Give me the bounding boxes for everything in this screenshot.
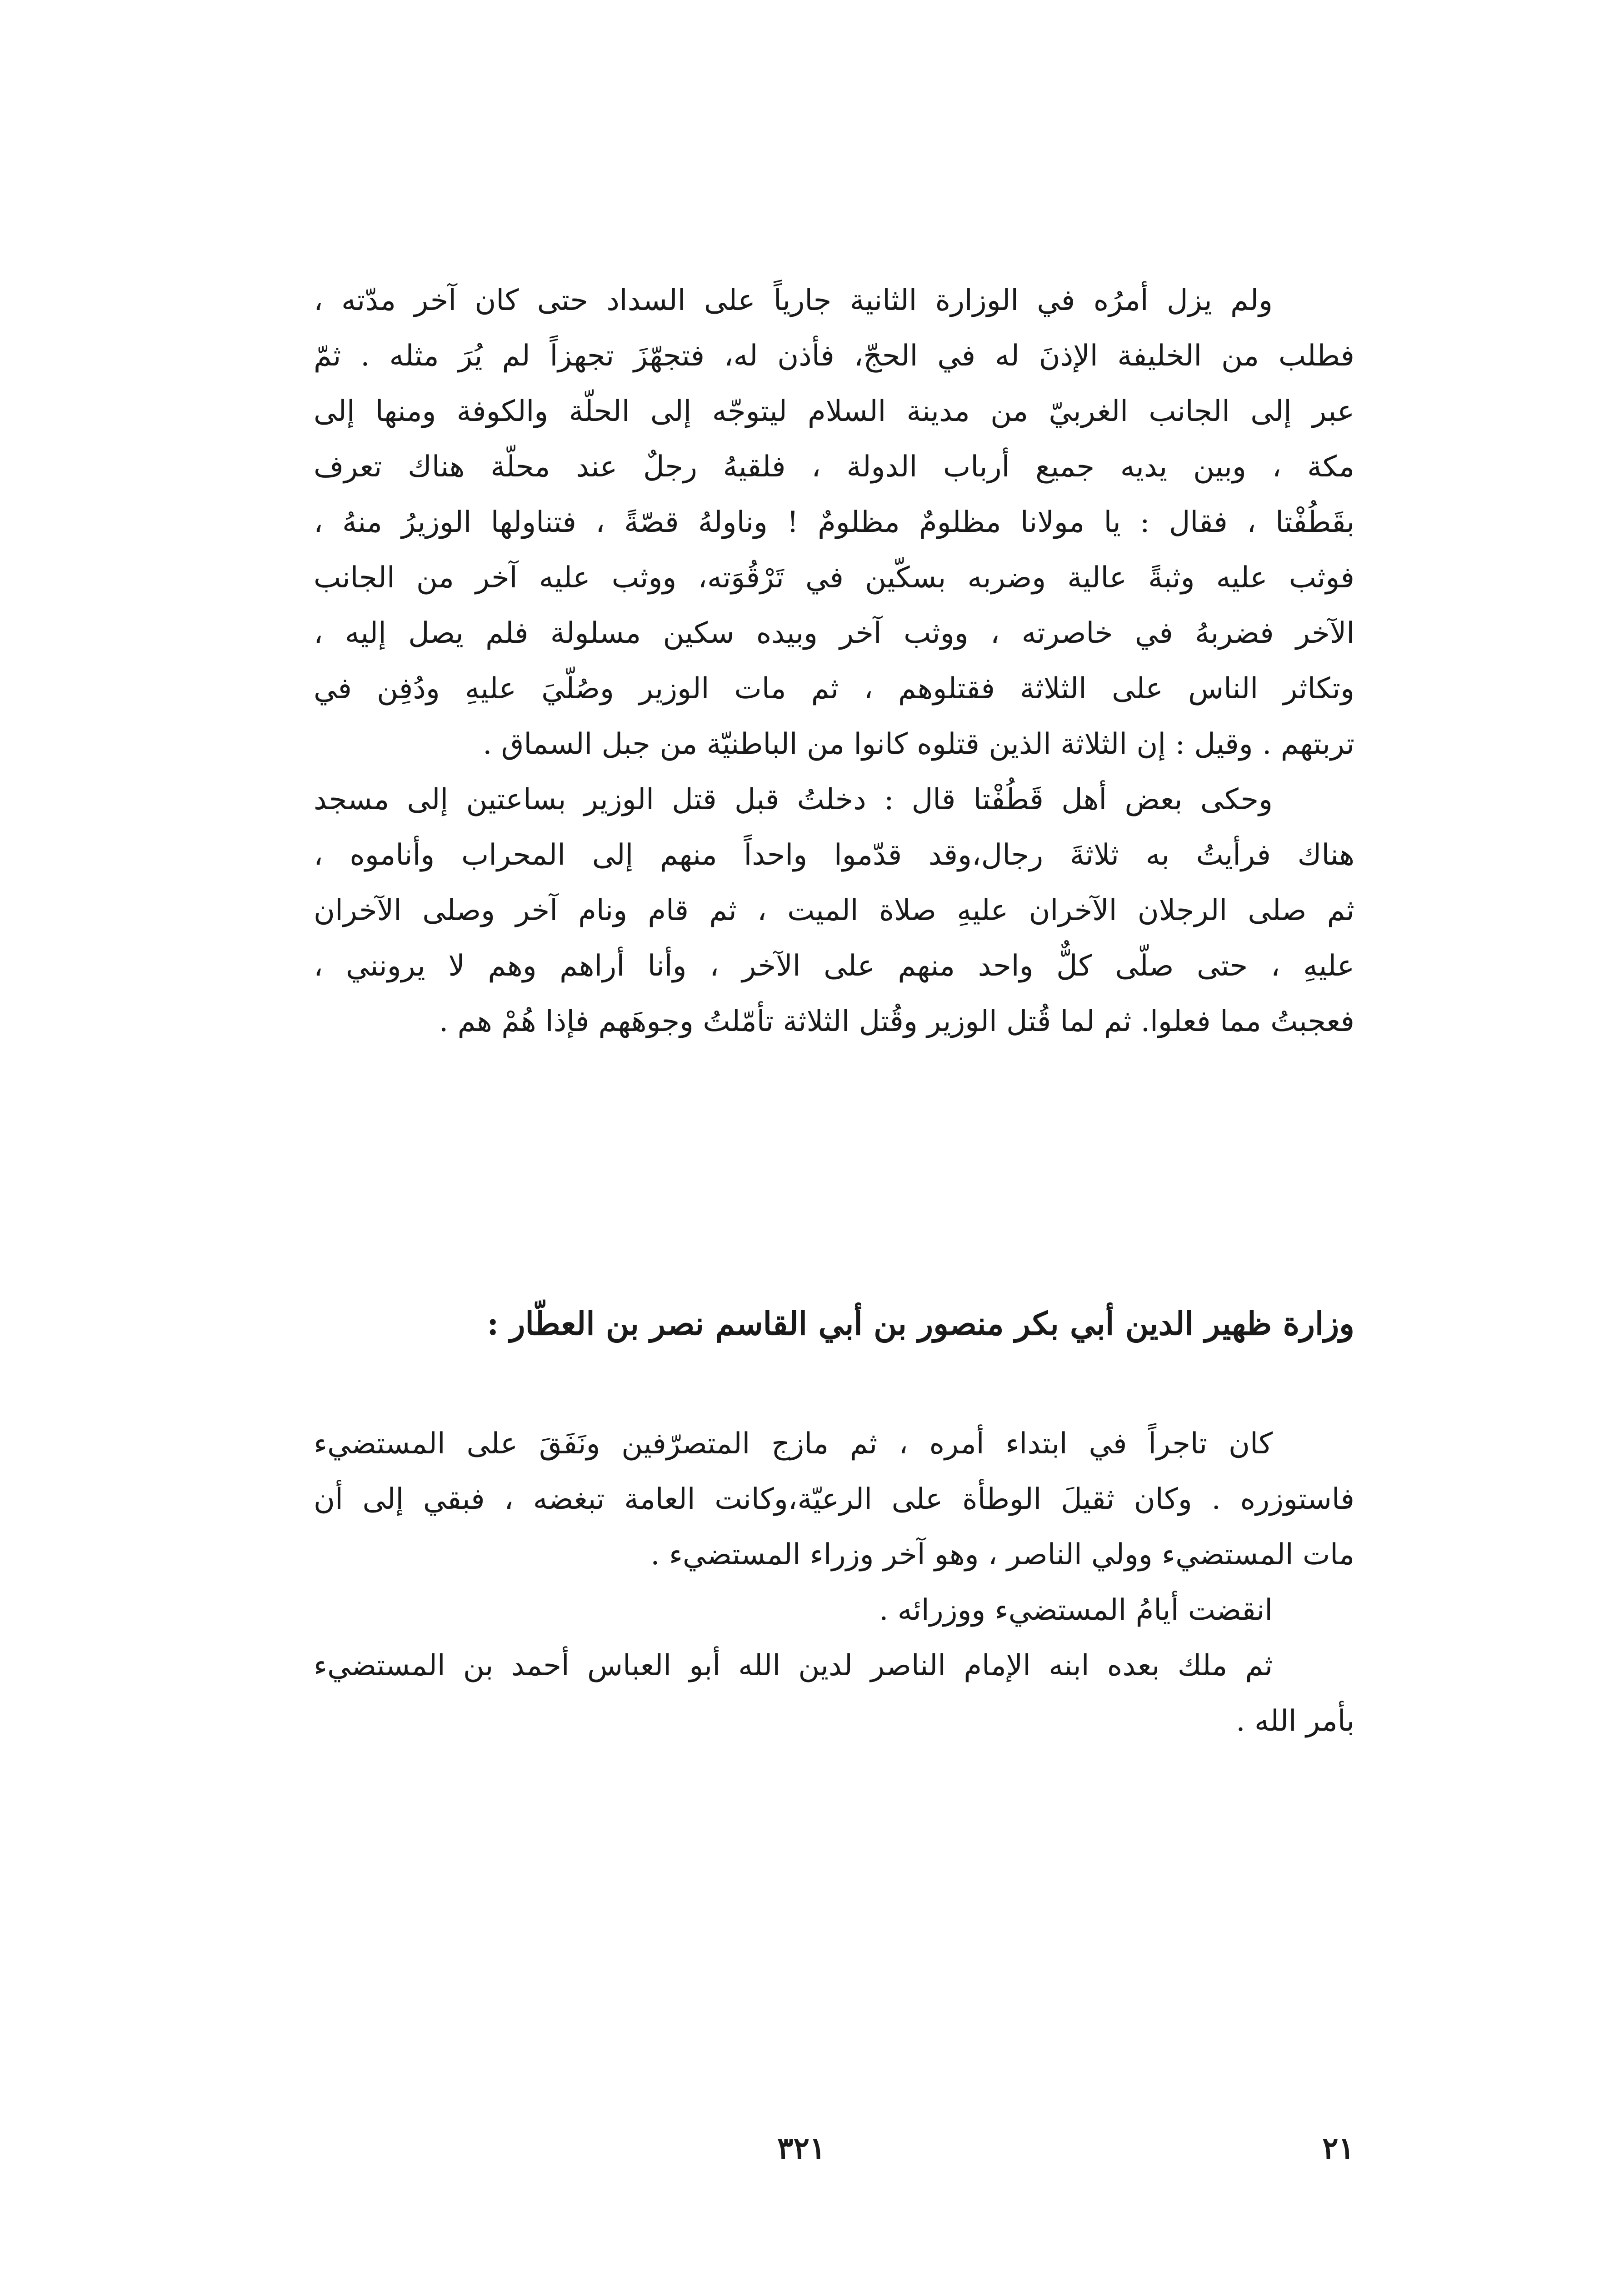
text-line: انقضت أيامُ المستضيء ووزرائه . bbox=[879, 1593, 1273, 1627]
text-line: عليهِ ، حتى صلّى كلٌّ واحد منهم على الآخر ، وأنا أراهم وهم لا يرونني ، bbox=[314, 949, 1354, 983]
paragraph-vizier-biography bbox=[314, 1416, 1354, 1749]
text-line: ثم ملك بعده ابنه الإمام الناصر لدين الله أبو العباس أحمد بن المستضيء bbox=[314, 1649, 1273, 1682]
text-line: ثم صلى الرجلان الآخران عليهِ صلاة الميت ، ثم قام ونام آخر وصلى الآخران bbox=[314, 894, 1354, 927]
text-line: وتكاثر الناس على الثلاثة فقتلوهم ، ثم مات الوزير وصُلّيَ عليهِ ودُفِن في bbox=[314, 672, 1354, 706]
text-line: فطلب من الخليفة الإذنَ له في الحجّ، فأذن له، فتجهّزَ تجهزاً لم يُرَ مثله . ثمّ bbox=[314, 339, 1354, 373]
text-line: فعجبتُ مما فعلوا. ثم لما قُتل الوزير وقُتل الثلاثة تأمّلتُ وجوهَهم فإذا هُمْ هم . bbox=[439, 1005, 1354, 1038]
text-line: الآخر فضربهُ في خاصرته ، ووثب آخر وبيده سكين مسلولة فلم يصل إليه ، bbox=[314, 616, 1354, 650]
text-line: فاستوزره . وكان ثقيلَ الوطأة على الرعيّة،وكانت العامة تبغضه ، فبقي إلى أن bbox=[314, 1482, 1354, 1516]
text-line: بقَطُفْتا ، فقال : يا مولانا مظلومٌ مظلومٌ ! وناولهُ قصّةً ، فتناولها الوزيرُ منهُ ، bbox=[314, 506, 1354, 539]
text-line: فوثب عليه وثبةً عالية وضربه بسكّين في تَرْقُوَته، ووثب عليه آخر من الجانب bbox=[314, 561, 1355, 595]
text-line: تربتهم . وقيل : إن الثلاثة الذين قتلوه كانوا من الباطنيّة من جبل السماق . bbox=[483, 727, 1354, 761]
page-footer bbox=[314, 2118, 1354, 2178]
text-line: مات المستضيء وولي الناصر ، وهو آخر وزراء المستضيء . bbox=[650, 1538, 1354, 1572]
text-line: وحكى بعض أهل قَطُفْتا قال : دخلتُ قبل قتل الوزير بساعتين إلى مسجد bbox=[314, 783, 1273, 816]
text-line: ولم يزل أمرُه في الوزارة الثانية جارياً على السداد حتى كان آخر مدّته ، bbox=[314, 284, 1273, 317]
paragraph-assassination bbox=[314, 273, 1354, 1049]
text-line: بأمر الله . bbox=[1236, 1704, 1354, 1738]
section-heading: وزارة ظهير الدين أبي بكر منصور بن أبي القاسم نصر بن العطّار : bbox=[487, 1305, 1354, 1342]
page-number: ٣٢١ bbox=[777, 2130, 826, 2166]
text-line: كان تاجراً في ابتداء أمره ، ثم مازج المتصرّفين ونَفَقَ على المستضيء bbox=[314, 1427, 1273, 1461]
text-line: عبر إلى الجانب الغربيّ من مدينة السلام ليتوجّه إلى الحلّة والكوفة ومنها إلى bbox=[314, 395, 1354, 428]
text-line: هناك فرأيتُ به ثلاثةَ رجال،وقد قدّموا واحداً منهم إلى المحراب وأناموه ، bbox=[314, 838, 1354, 872]
signature-mark: ٢١ bbox=[1322, 2130, 1354, 2166]
text-line: مكة ، وبين يديه جميع أرباب الدولة ، فلقيهُ رجلٌ عند محلّة هناك تعرف bbox=[314, 450, 1354, 484]
